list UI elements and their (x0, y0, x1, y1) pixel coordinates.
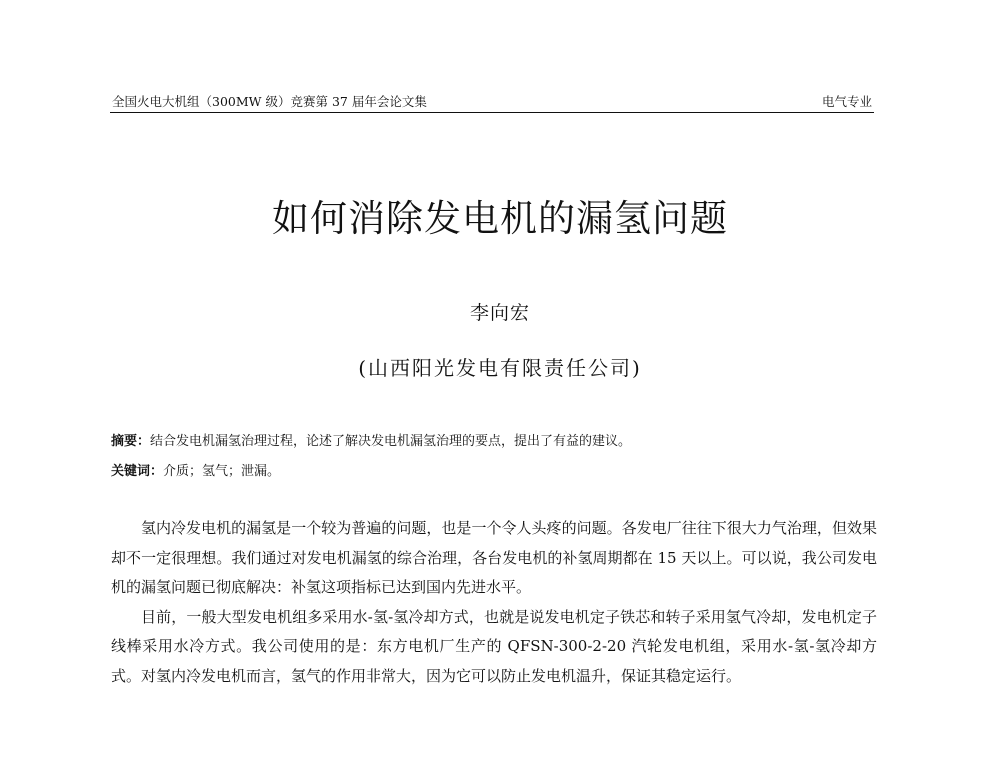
author-name: 李向宏 (469, 302, 530, 324)
paper-title: 如何消除发电机的漏氢问题 (272, 197, 728, 240)
header-section-label: 电气专业 (821, 94, 872, 109)
keywords-label: 关键词： (111, 464, 164, 479)
running-header (110, 92, 874, 113)
body-text (111, 514, 877, 691)
keywords (111, 460, 280, 479)
abstract-label: 摘要： (111, 434, 151, 449)
abstract (111, 430, 631, 449)
body-paragraph: 氢内冷发电机的漏氢是一个较为普遍的问题，也是一个令人头疼的问题。各发电厂往往下很大力气治理，但效果却不一定很理想。我们通过对发电机漏氢的综合治理，各台发电机的补氢周期都在 15 天以上。可以说，我公司发电机的漏氢问题已彻底解决：补氢这项指标已达到国内先进水平。 (111, 519, 877, 596)
author-affiliation: (山西阳光发电有限责任公司) (358, 356, 642, 380)
abstract-text: 结合发电机漏氢治理过程，论述了解决发电机漏氢治理的要点，提出了有益的建议。 (150, 434, 632, 449)
header-proceedings-title: 全国火电大机组（300MW 级）竞赛第 37 届年会论文集 (112, 94, 427, 109)
body-paragraph: 目前，一般大型发电机组多采用水-氢-氢冷却方式，也就是说发电机定子铁芯和转子采用氢气冷却，发电机定子线棒采用水冷方式。我公司使用的是：东方电机厂生产的 QFSN-300-2-20 汽轮发电机组，采用水-氢-氢冷却方式。对氢内冷发电机而言，氢气的作用非常大，因为它可以防止发电机温升，保证其稳定运行。 (111, 607, 877, 685)
keywords-text: 介质；氢气；泄漏。 (163, 464, 281, 479)
